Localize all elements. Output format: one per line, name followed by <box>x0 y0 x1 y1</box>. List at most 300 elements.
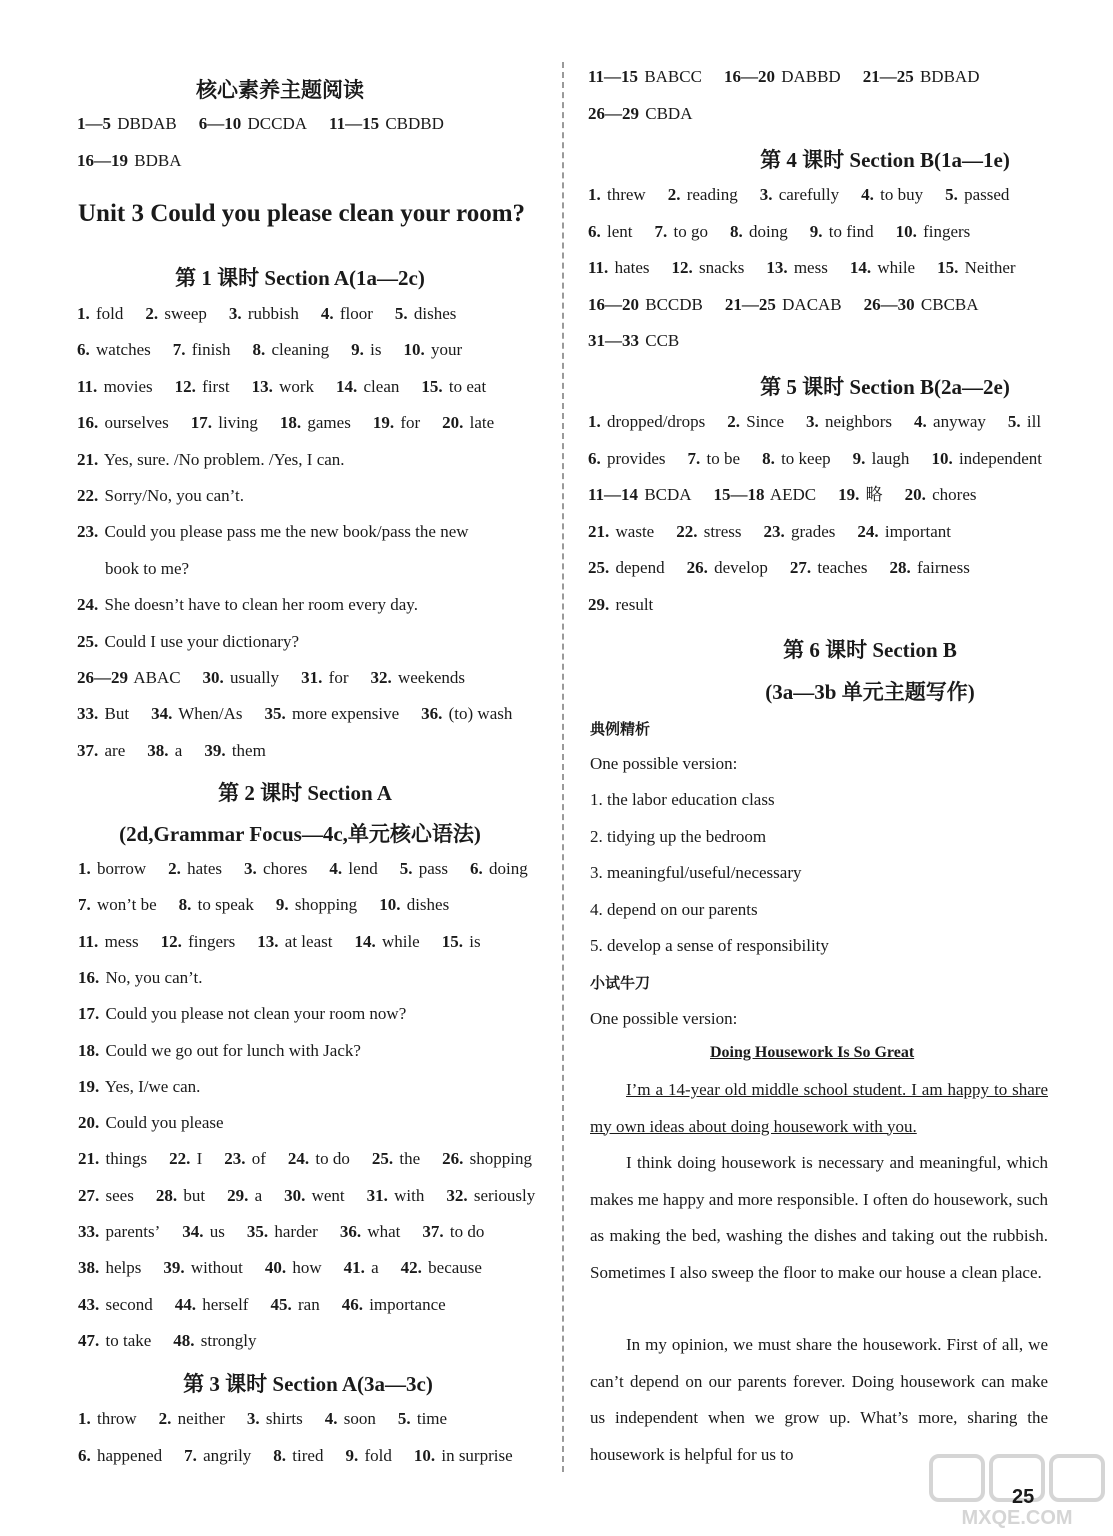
practice-intro: One possible version: <box>590 1009 738 1028</box>
answer-text: your <box>430 340 463 360</box>
answer-item <box>668 185 738 204</box>
answer-item <box>762 449 831 468</box>
answer-row <box>78 1003 406 1025</box>
answer-text: ill <box>1026 412 1042 431</box>
answer-number: 6. <box>588 221 601 241</box>
answer-number: 3. <box>806 412 819 431</box>
essay-paragraph-3: In my opinion, we must share the housework. First of all, we can’t depend on our parents forever. Doing housework can make us independent when we grow up. What’s more, sharing the housework is helpful for us to <box>590 1335 1048 1464</box>
answer-text: work <box>279 376 315 396</box>
answer-text: threw <box>607 185 646 204</box>
answer-text: No, you can’t. <box>105 967 203 987</box>
answer-number: 5. <box>399 859 413 878</box>
answer-number: 11—15 <box>329 114 380 133</box>
answer-row <box>588 257 1016 279</box>
answer-item <box>714 485 817 504</box>
answer-number: 9. <box>351 340 364 360</box>
essay-title: Doing Housework Is So Great <box>710 1044 915 1061</box>
answer-text: to speak <box>197 895 254 915</box>
answer-number: 31—33 <box>588 331 639 351</box>
answer-number: 39. <box>163 1258 185 1278</box>
answer-number: 45. <box>270 1294 292 1314</box>
answer-text: important <box>884 521 951 541</box>
answer-number: 1. <box>588 412 601 431</box>
answer-text: BCCDB <box>645 294 703 314</box>
answer-number: 4. <box>320 304 334 323</box>
answer-item <box>145 304 206 323</box>
answer-number: 6. <box>78 1445 91 1465</box>
answer-text: time <box>416 1409 448 1428</box>
answer-text: late <box>469 413 495 433</box>
answer-number: 43. <box>78 1294 100 1314</box>
lesson5-title: 第 5 课时 Section B(2a—2e) <box>760 375 1010 399</box>
answer-text: snacks <box>699 258 745 278</box>
answer-item <box>945 185 1009 204</box>
answer-item <box>896 222 971 241</box>
answer-text: to be <box>706 448 741 468</box>
answer-number: 33. <box>78 1222 100 1241</box>
answer-number: 15. <box>421 376 443 396</box>
answer-text: ran <box>297 1294 320 1314</box>
answer-item <box>329 859 377 878</box>
answer-text: DBDAB <box>117 114 177 133</box>
answer-number: 11. <box>78 931 99 951</box>
answer-item <box>725 295 842 314</box>
answer-text: strongly <box>200 1330 257 1350</box>
answer-text: watches <box>96 340 151 360</box>
answer-text: doing <box>488 859 528 878</box>
answer-text: shirts <box>265 1409 303 1428</box>
answer-text: CBCBA <box>920 294 979 314</box>
answer-item <box>191 413 258 432</box>
answer-row <box>77 631 299 653</box>
answer-item <box>727 412 784 431</box>
answer-number: 40. <box>264 1258 287 1278</box>
answer-text: to do <box>449 1222 485 1241</box>
answer-text: a <box>371 1258 379 1278</box>
answer-number: 27. <box>789 558 812 577</box>
example-line: 2. tidying up the bedroom <box>590 826 767 846</box>
answer-item <box>345 1446 391 1465</box>
answer-text: tired <box>292 1445 324 1465</box>
answer-number: 31. <box>301 668 323 687</box>
answer-item <box>151 704 242 723</box>
answer-text: herself <box>202 1294 249 1314</box>
answer-text: lent <box>607 221 633 241</box>
answer-item <box>77 704 129 723</box>
answer-row <box>78 1112 224 1134</box>
answer-row <box>78 1257 482 1279</box>
answer-text: but <box>183 1185 206 1205</box>
answer-text: pass <box>418 859 448 878</box>
answer-item <box>329 114 444 133</box>
answer-item <box>161 932 236 951</box>
answer-number: 34. <box>151 704 173 724</box>
answer-number: 37. <box>77 740 99 760</box>
answer-row <box>588 66 979 88</box>
answer-text: (to) wash <box>448 704 513 724</box>
answer-number: 5. <box>1007 412 1021 431</box>
answer-text: the <box>399 1149 421 1169</box>
answer-number: 33. <box>77 704 99 724</box>
answer-text: to buy <box>880 185 924 204</box>
answer-number: 10. <box>931 448 953 468</box>
answer-number: 12. <box>160 931 182 951</box>
answer-number: 10. <box>403 340 425 360</box>
answer-text: But <box>104 704 130 724</box>
lesson6-subtitle: (3a—3b 单元主题写作) <box>765 680 975 704</box>
answer-number: 8. <box>178 895 192 915</box>
answer-text: stress <box>703 521 742 541</box>
answer-number: 10. <box>413 1445 436 1465</box>
answer-text: hates <box>187 859 223 878</box>
answer-item <box>203 668 280 687</box>
answer-item <box>370 668 465 687</box>
answer-text: floor <box>339 304 373 323</box>
answer-number: 8. <box>762 448 775 468</box>
answer-text: DABBD <box>781 67 841 86</box>
lesson2-subtitle: (2d,Grammar Focus—4c,单元核心语法) <box>119 822 481 846</box>
answer-text: Sorry/No, you can’t. <box>104 486 244 505</box>
answer-number: 3. <box>244 859 257 878</box>
answer-item <box>77 413 169 432</box>
answer-item <box>588 295 703 314</box>
answer-row <box>78 967 202 989</box>
answer-text: for <box>400 413 421 433</box>
answer-row <box>77 113 444 135</box>
answer-number: 18. <box>279 413 302 433</box>
answer-item <box>78 1331 151 1350</box>
answer-item <box>77 486 244 505</box>
answer-text: neither <box>177 1409 225 1428</box>
answer-text: teaches <box>817 558 868 577</box>
answer-number: 2. <box>145 304 159 323</box>
answer-item <box>173 1331 256 1350</box>
answer-text: CBDBD <box>385 114 444 133</box>
answer-text: DACAB <box>782 294 842 314</box>
answer-number: 19. <box>78 1076 100 1096</box>
lesson3-title: 第 3 课时 Section A(3a—3c) <box>183 1372 433 1396</box>
answer-number: 11. <box>77 376 98 396</box>
answer-text: to do <box>315 1149 350 1169</box>
answer-number: 13. <box>766 258 788 278</box>
answer-number: 7. <box>687 448 701 468</box>
answer-number: 6—10 <box>198 114 242 133</box>
answer-text: lend <box>348 859 378 878</box>
answer-number: 4. <box>861 185 874 204</box>
answer-row <box>105 558 189 580</box>
answer-text: us <box>209 1222 225 1241</box>
answer-text: seriously <box>473 1185 536 1205</box>
answer-number: 2. <box>168 859 181 878</box>
answer-item <box>175 1295 249 1314</box>
answer-text: 略 <box>865 485 883 504</box>
answer-number: 15. <box>441 931 463 951</box>
answer-text: won’t be <box>97 895 157 915</box>
answer-item <box>77 595 418 614</box>
answer-text: dropped/drops <box>607 412 706 431</box>
answer-row <box>588 103 692 125</box>
answer-item <box>864 295 979 314</box>
answer-number: 2. <box>667 185 681 204</box>
answer-item <box>78 1258 141 1277</box>
answer-item <box>182 1222 225 1241</box>
answer-item <box>340 1222 401 1241</box>
answer-text: importance <box>369 1294 446 1314</box>
answer-item <box>470 859 528 878</box>
answer-item <box>672 258 745 277</box>
answer-number: 22. <box>169 1149 191 1169</box>
answer-item <box>78 1409 137 1428</box>
answer-number: 44. <box>174 1294 196 1314</box>
answer-row <box>78 1408 447 1430</box>
answer-item <box>724 67 841 86</box>
answer-item <box>77 741 125 760</box>
answer-text: develop <box>714 558 768 577</box>
answer-text: laugh <box>871 448 910 468</box>
answer-row <box>78 1221 484 1243</box>
answer-number: 10. <box>379 895 401 915</box>
answer-number: 38. <box>78 1258 100 1278</box>
answer-text: cleaning <box>271 340 330 360</box>
answer-text: movies <box>103 376 153 396</box>
answer-item <box>77 450 345 469</box>
answer-item <box>77 304 123 323</box>
answer-item <box>588 185 646 204</box>
answer-item <box>163 1258 242 1277</box>
answer-row <box>77 521 469 543</box>
answer-item <box>857 522 951 541</box>
answer-number: 3. <box>228 304 242 323</box>
answer-item <box>156 1186 205 1205</box>
answer-item <box>914 412 986 431</box>
example-label: 典例精析 <box>590 720 651 738</box>
answer-text: neighbors <box>825 412 893 431</box>
answer-number: 6. <box>77 340 90 360</box>
answer-number: 21. <box>78 1149 100 1169</box>
answer-row <box>78 1445 513 1467</box>
answer-item <box>78 1149 147 1168</box>
answer-number: 8. <box>729 221 743 241</box>
answer-text: When/As <box>178 704 243 724</box>
answer-number: 28. <box>889 558 911 577</box>
answer-item <box>655 222 708 241</box>
answer-number: 16. <box>78 967 100 987</box>
answer-text: Could we go out for lunch with Jack? <box>105 1040 361 1060</box>
answer-item <box>224 1149 266 1168</box>
answer-item <box>175 377 230 396</box>
answer-item <box>442 413 494 432</box>
answer-text: usually <box>230 668 280 687</box>
answer-text: for <box>328 668 349 687</box>
answer-number: 12. <box>671 258 693 278</box>
answer-number: 11. <box>588 258 609 278</box>
answer-item <box>169 1149 202 1168</box>
answer-text: mess <box>104 931 139 951</box>
answer-text: of <box>251 1149 266 1169</box>
answer-item <box>247 1222 318 1241</box>
answer-number: 16. <box>77 413 99 433</box>
answer-number: 11—15 <box>588 67 639 86</box>
answer-number: 14. <box>849 258 872 278</box>
answer-item <box>78 1186 134 1205</box>
answer-item <box>77 632 299 651</box>
answer-item <box>730 222 788 241</box>
answer-item <box>838 485 883 504</box>
answer-item <box>78 968 202 987</box>
answer-item <box>78 1113 224 1132</box>
answer-item <box>78 895 157 914</box>
answer-row <box>588 594 653 616</box>
answer-number: 35. <box>246 1222 269 1241</box>
answer-text: more expensive <box>291 704 400 724</box>
answer-text: is <box>370 340 382 360</box>
answer-item <box>588 258 650 277</box>
answer-item <box>760 185 839 204</box>
answer-item <box>204 741 266 760</box>
reading-section-title: 核心素养主题阅读 <box>196 78 364 102</box>
answer-number: 4. <box>914 412 927 431</box>
answer-number: 35. <box>264 704 286 724</box>
answer-row <box>77 485 244 507</box>
answer-item <box>270 1295 319 1314</box>
answer-row <box>77 740 266 762</box>
answer-number: 25. <box>371 1149 394 1169</box>
answer-text: chores <box>263 859 308 878</box>
answer-number: 37. <box>422 1222 444 1241</box>
answer-number: 23. <box>77 522 99 542</box>
answer-item <box>588 485 692 504</box>
answer-text: fingers <box>923 221 971 241</box>
answer-number: 46. <box>341 1294 363 1314</box>
answer-text: Yes, I/we can. <box>104 1076 201 1096</box>
answer-number: 30. <box>284 1185 306 1205</box>
answer-row <box>78 1076 200 1098</box>
example-line: 4. depend on our parents <box>590 899 758 919</box>
answer-item <box>861 185 923 204</box>
answer-text: because <box>428 1258 482 1278</box>
answer-text: with <box>394 1185 425 1205</box>
answer-row <box>77 376 486 398</box>
answer-item <box>252 377 314 396</box>
answer-number: 2. <box>158 1409 172 1428</box>
answer-text: reading <box>686 185 738 204</box>
answer-number: 32. <box>370 668 392 687</box>
answer-item <box>253 340 330 359</box>
answer-text: sees <box>105 1185 134 1205</box>
answer-text: Yes, sure. /No problem. /Yes, I can. <box>103 449 345 469</box>
answer-number: 39. <box>204 740 226 760</box>
answer-row <box>588 448 1042 470</box>
answer-text: living <box>218 413 258 433</box>
answer-text: happened <box>97 1445 163 1465</box>
answer-item <box>421 377 486 396</box>
answer-item <box>273 1446 323 1465</box>
answer-number: 41. <box>343 1258 365 1278</box>
answer-row <box>78 1294 446 1316</box>
answer-number: 29. <box>588 594 610 614</box>
answer-item <box>199 114 307 133</box>
answer-number: 20. <box>78 1113 100 1133</box>
answer-item <box>257 932 332 951</box>
answer-row <box>77 150 181 172</box>
answer-text: CBDA <box>645 104 693 123</box>
answer-number: 12. <box>174 376 196 396</box>
answer-text: grades <box>791 521 836 541</box>
answer-text: them <box>231 740 266 760</box>
answer-item <box>931 449 1042 468</box>
answer-item <box>905 485 977 504</box>
answer-item <box>937 258 1015 277</box>
answer-number: 7. <box>654 221 668 241</box>
answer-number: 28. <box>155 1185 178 1205</box>
answer-text: fold <box>364 1445 392 1465</box>
answer-item <box>588 222 633 241</box>
answer-text: are <box>104 740 126 760</box>
answer-item <box>351 340 381 359</box>
answer-text: hates <box>614 258 650 278</box>
answer-number: 9. <box>809 221 823 241</box>
essay-paragraph-1: I’m a 14-year old middle school student. I am happy to share my own ideas about doing housework with you. <box>590 1080 1048 1136</box>
answer-text: what <box>367 1222 401 1241</box>
answer-text: independent <box>958 448 1043 468</box>
answer-text: how <box>292 1258 322 1278</box>
answer-row <box>588 221 970 243</box>
answer-item <box>766 258 828 277</box>
answer-item <box>78 859 146 878</box>
answer-item <box>179 895 254 914</box>
answer-item <box>688 449 741 468</box>
answer-row <box>588 294 979 316</box>
answer-number: 1. <box>77 304 90 323</box>
answer-item <box>78 932 139 951</box>
answer-item <box>414 1446 513 1465</box>
answer-item <box>284 1186 345 1205</box>
answer-text: dishes <box>413 304 457 323</box>
answer-text: weekends <box>397 668 466 687</box>
essay-paragraph-2: I think doing housework is necessary and meaningful, which makes me happy and more responsible. I often do housework, such as making the bed, washing the dishes and taking out the rubbish. Sometimes I also sweep the floor to make our house a clean place. <box>590 1153 1048 1282</box>
answer-text: CCB <box>645 331 680 351</box>
answer-number: 25. <box>77 631 99 651</box>
answer-item <box>265 1258 322 1277</box>
practice-label: 小试牛刀 <box>590 974 651 992</box>
answer-text: went <box>311 1185 345 1205</box>
answer-item <box>344 1258 379 1277</box>
answer-row <box>77 339 462 361</box>
answer-item <box>367 1186 425 1205</box>
answer-number: 2. <box>727 412 740 431</box>
answer-item <box>588 104 692 123</box>
answer-item <box>790 558 868 577</box>
answer-row <box>77 303 456 325</box>
answer-text: dishes <box>406 895 450 915</box>
answer-item <box>78 1041 361 1060</box>
answer-number: 17. <box>78 1004 100 1024</box>
answer-text: ourselves <box>104 413 169 433</box>
answer-number: 22. <box>676 521 698 541</box>
answer-text: BABCC <box>644 67 702 86</box>
answer-item <box>400 859 448 878</box>
lesson6-title: 第 6 课时 Section B <box>783 638 957 662</box>
answer-item <box>810 222 874 241</box>
answer-text: a <box>174 740 183 760</box>
answer-number: 7. <box>78 895 91 915</box>
answer-number: 22. <box>77 486 99 505</box>
answer-text: DCCDA <box>247 114 308 133</box>
answer-number: 32. <box>446 1185 468 1205</box>
answer-item <box>77 668 181 687</box>
answer-item <box>379 895 449 914</box>
answer-text: fold <box>96 304 124 323</box>
